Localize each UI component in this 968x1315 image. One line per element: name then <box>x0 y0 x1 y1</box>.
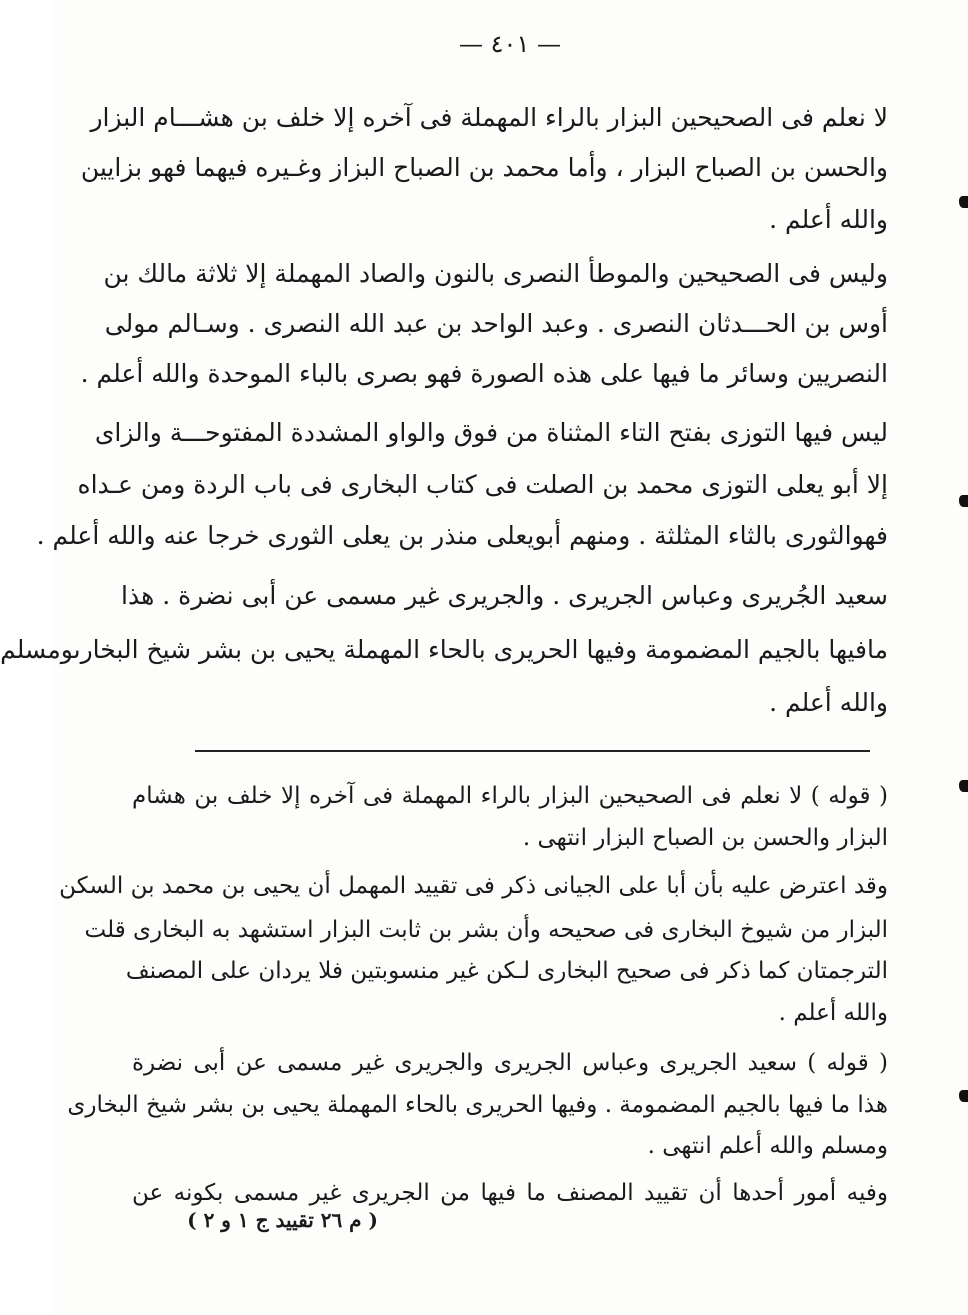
footnote-line: والله أعلم . <box>778 1000 888 1026</box>
main-text-line: وليس فى الصحيحين والموطأ النصرى بالنون والصاد المهملة إلا ثلاثة مالك بن <box>103 259 888 288</box>
footnote-line: الترجمتان كما ذكر فى صحيح البخارى لـكن غير منسوبتين فلا يردان على المصنف <box>125 958 888 984</box>
margin-mark <box>959 196 968 208</box>
main-text-line: إلا أبو يعلى التوزى محمد بن الصلت فى كتاب البخارى فى باب الردة ومن عـداه <box>77 470 888 499</box>
footnote-line: وفيه أمور أحدها أن تقييد المصنف ما فيها من الجريرى غير مسمى بكونه عن <box>132 1180 888 1206</box>
footnote-line: ( قوله ) لا نعلم فى الصحيحين البزار بالراء المهملة فى آخره إلا خلف بن هشام <box>132 783 888 809</box>
main-text-line: والله أعلم . <box>769 688 888 717</box>
footnote-line: البزار والحسن بن الصباح البزار انتهى . <box>522 825 888 851</box>
footnote-line: وقد اعترض عليه بأن أبا على الجيانى ذكر فى تقييد المهمل أن يحيى بن محمد بن السكن <box>59 873 888 899</box>
main-text-line: لا نعلم فى الصحيحين البزار بالراء المهملة فى آخره إلا خلف بن هشـــام البزار <box>90 103 888 132</box>
margin-mark <box>959 1090 968 1102</box>
main-text-line: سعيد الجُريرى وعباس الجريرى . والجريرى غير مسمى عن أبى نضرة . هذا <box>121 581 888 610</box>
footnote-line: هذا ما فيها بالجيم المضمومة . وفيها الحريرى بالحاء المهملة يحيى بن بشر شيخ البخارى <box>67 1092 888 1118</box>
margin-mark <box>959 780 968 792</box>
footnote-line: ( قوله ) سعيد الجريرى وعباس الجريرى والجريرى غير مسمى عن أبى نضرة <box>132 1050 888 1076</box>
signature-reference: ( م ٢٦ تقييد ج ١ و ٢ ) <box>187 1208 378 1232</box>
main-text-line: أوس بن الحـــدثان النصرى . وعبد الواحد بن عبد الله النصرى . وسـالم مولى <box>104 309 888 338</box>
footnote-divider <box>195 750 870 752</box>
main-text-line: مافيها بالجيم المضمومة وفيها الحريرى بالحاء المهملة يحيى بن بشر شيخ البخارىومسلم <box>0 635 888 664</box>
main-text-line: والحسن بن الصباح البزار ، وأما محمد بن الصباح البزاز وغـيره فيهما فهو بزايين <box>80 153 888 182</box>
footnote-line: ومسلم والله أعلم انتهى . <box>647 1133 888 1159</box>
page-number: — ٤٠١ — <box>459 30 561 58</box>
main-text-line: والله أعلم . <box>769 205 888 234</box>
margin-mark <box>959 495 968 507</box>
main-text-line: النصريين وسائر ما فيها على هذه الصورة فهو بصرى بالباء الموحدة والله أعلم . <box>80 359 888 388</box>
main-text-line: فهوالثورى بالثاء المثلثة . ومنهم أبويعلى منذر بن يعلى الثورى خرجا عنه والله أعلم . <box>36 521 888 550</box>
footnote-line: البزار من شيوخ البخارى فى صحيحه وأن بشر بن ثابت البزار استشهد به البخارى قلت <box>84 917 888 943</box>
main-text-line: ليس فيها التوزى بفتح التاء المثناة من فوق والواو المشددة المفتوحـــة والزاى <box>94 418 888 447</box>
